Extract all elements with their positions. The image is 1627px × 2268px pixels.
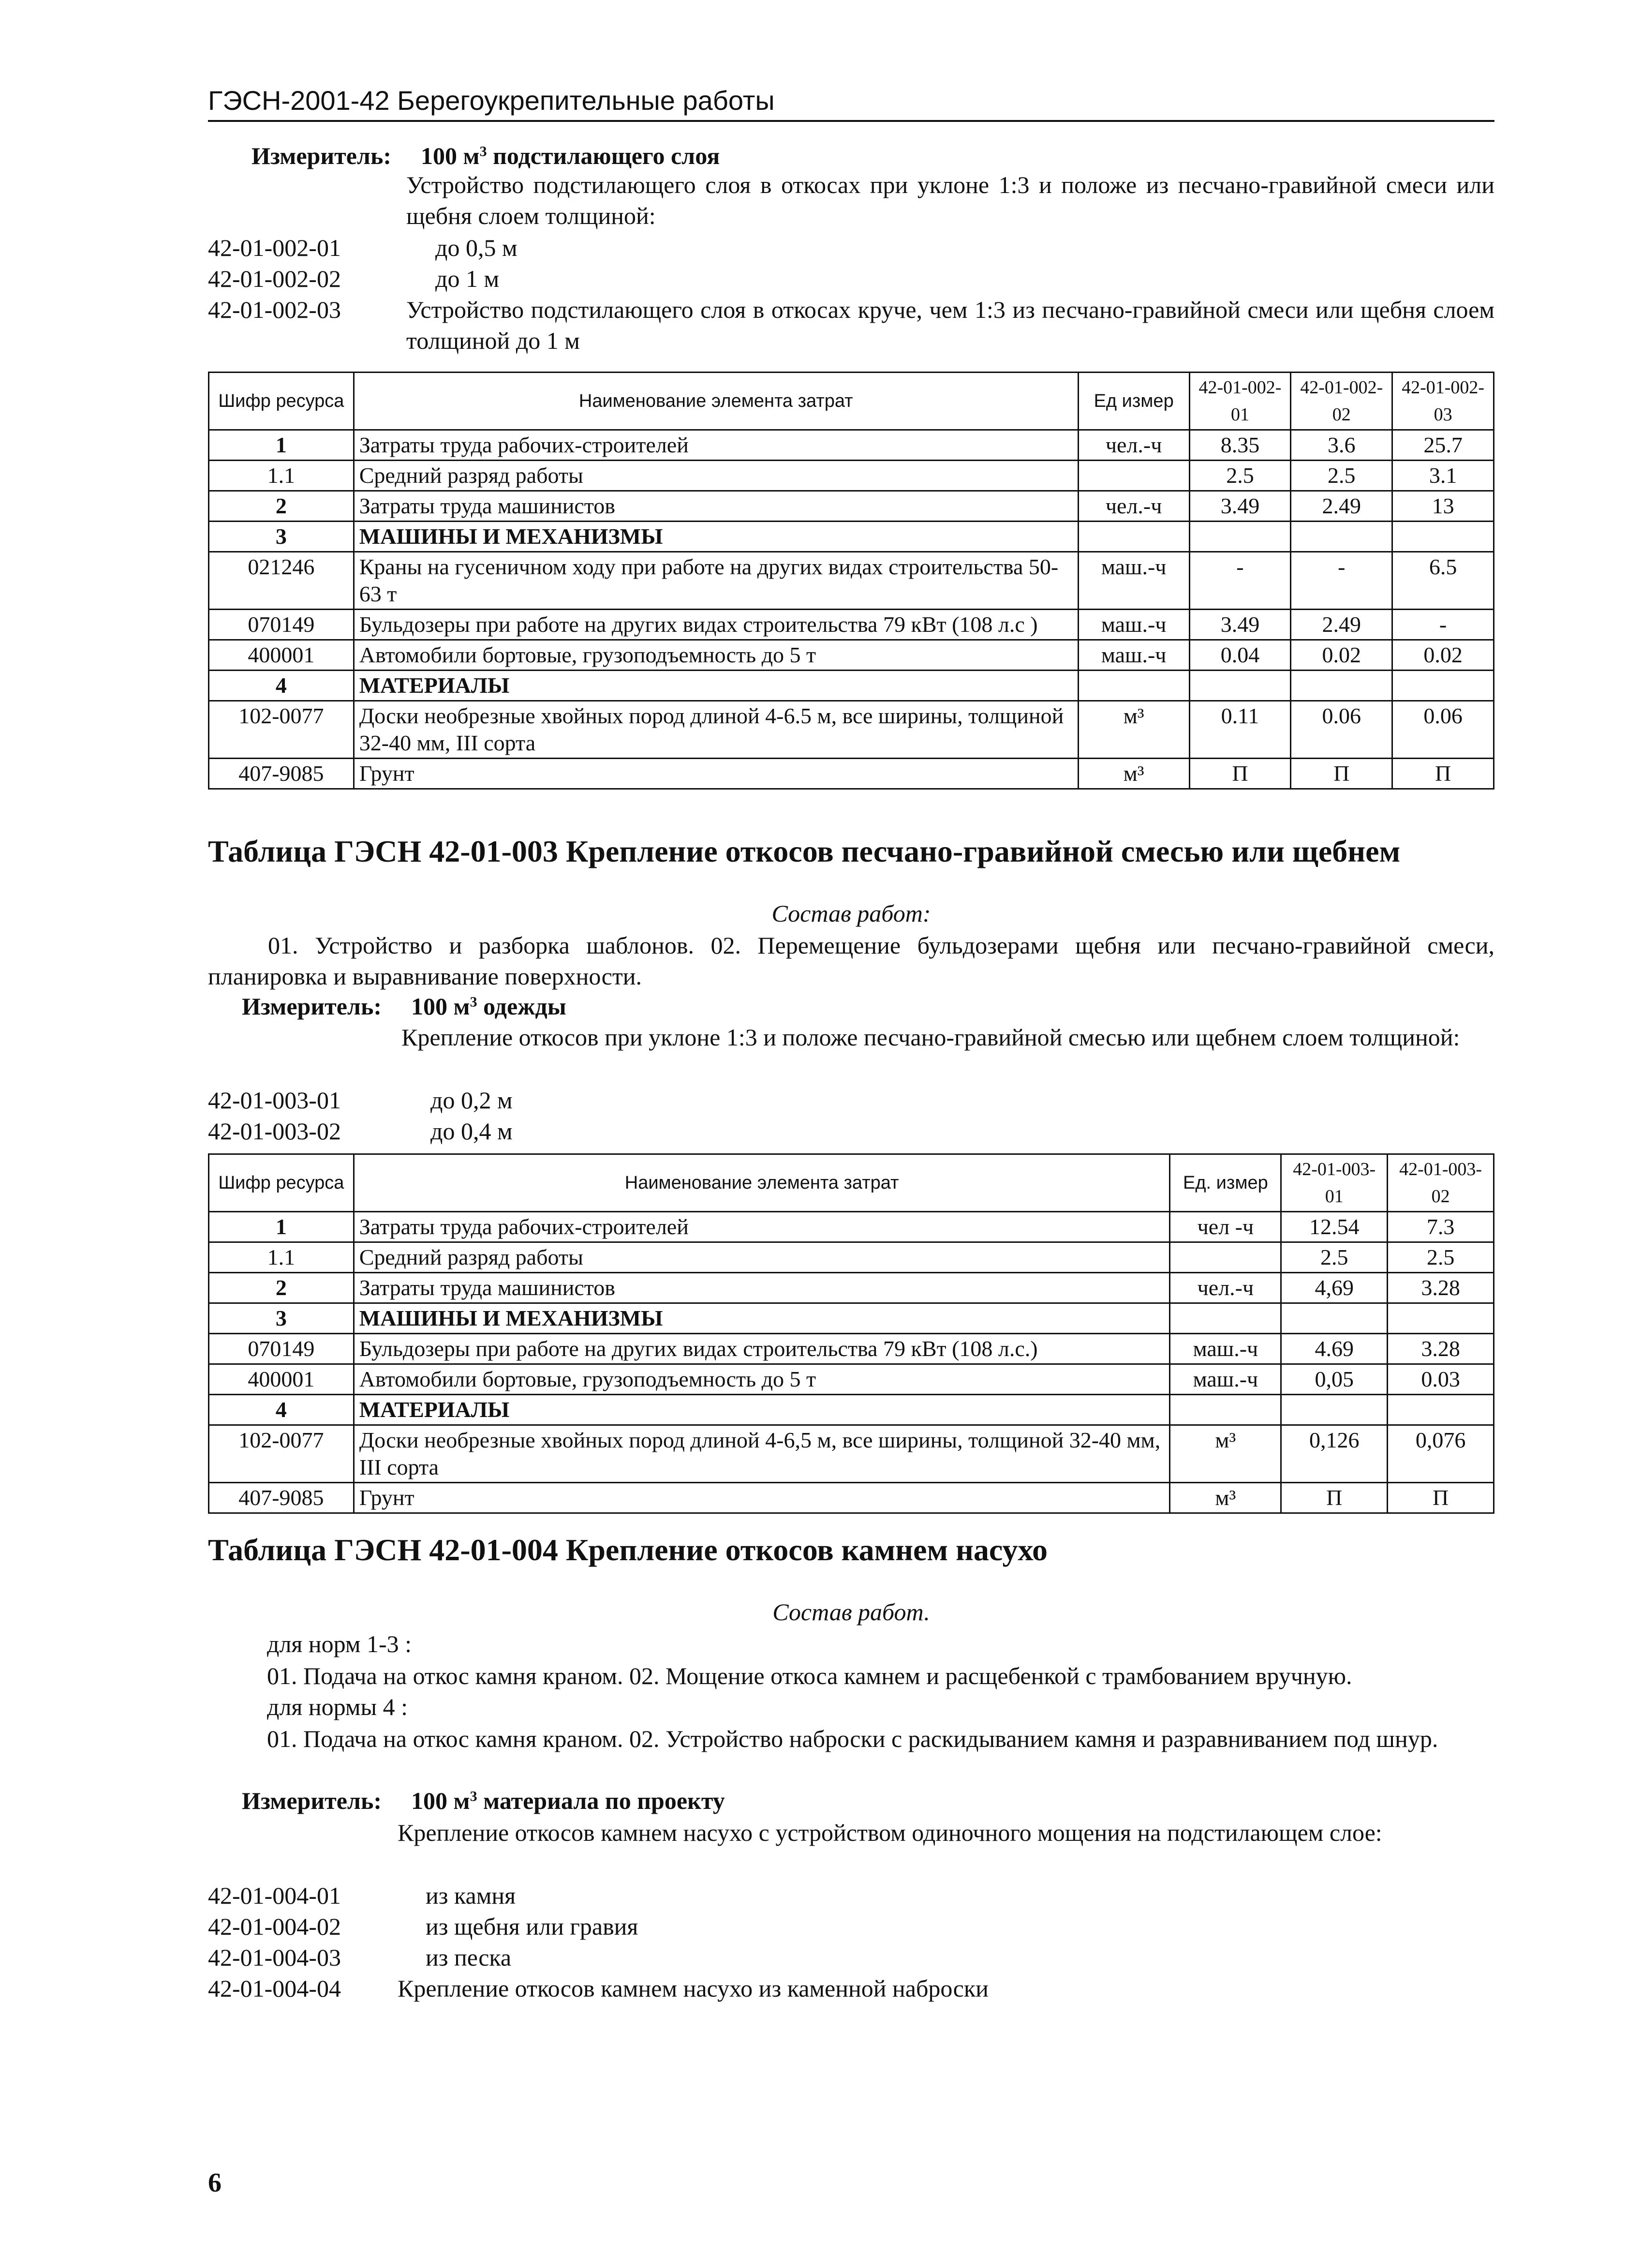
work-composition-text: 01. Подача на откос камня краном. 02. Мощение откоса камнем и расщебенкой с трамбованием вручную. [267,1662,1352,1689]
norm-text: из камня [426,1882,516,1909]
resource-unit: м³ [1078,759,1189,789]
resource-name: Затраты труда машинистов [354,1273,1170,1303]
value-cell: 0,076 [1388,1425,1494,1483]
value-cell: 3.6 [1291,430,1392,461]
value-cell: 12.54 [1281,1212,1388,1242]
resource-name: Доски необрезные хвойных пород длиной 4-6,5 м, все ширины, толщиной 32-40 мм, III сорта [354,1425,1170,1483]
resource-name: Затраты труда рабочих-строителей [354,1212,1170,1242]
norm-code: 42-01-004-03 [208,1944,341,1971]
resource-unit [1170,1395,1281,1425]
resource-name: Бульдозеры при работе на других видах строительства 79 кВт (108 л.с ) [354,610,1078,640]
resource-code: 4 [209,671,354,701]
value-cell: 2.5 [1189,461,1291,491]
norm-text: до 1 м [435,265,500,292]
norm-code: 42-01-004-02 [208,1913,341,1940]
measure-line-2 [242,991,566,1022]
measure-sup: 3 [470,994,477,1010]
table-row [209,610,1494,640]
section-title: Таблица ГЭСН 42-01-003 Крепление откосов песчано-гравийной смесью или щебнем [208,834,1401,868]
value-cell: П [1392,759,1494,789]
table-section-row [209,522,1494,552]
measure-rest: подстилающего слоя [487,142,720,169]
value-cell [1392,671,1494,701]
norm-code: 42-01-004-04 [208,1975,341,2002]
resource-name: Средний разряд работы [354,1242,1170,1273]
resource-name: Бульдозеры при работе на других видах строительства 79 кВт (108 л.с.) [354,1334,1170,1364]
value-cell: 2.49 [1291,610,1392,640]
table-row [209,759,1494,789]
norm-code: 42-01-002-02 [208,265,341,292]
norm-code: 42-01-003-02 [208,1118,341,1145]
col-header: 42-01-003-01 [1281,1154,1388,1212]
resource-name: Затраты труда машинистов [354,491,1078,522]
resource-code: 1.1 [209,1242,354,1273]
measure-line-1 [251,140,720,171]
table-row [209,1273,1494,1303]
running-header: ГЭСН-2001-42 Берегоукрепительные работы [208,81,1494,122]
norm-text: Устройство подстилающего слоя в откосах круче, чем 1:3 из песчано-гравийной смеси или щебня слоем толщиной до 1 м [406,296,1494,354]
resource-code: 070149 [209,1334,354,1364]
measure-label: Измеритель: [242,1787,382,1814]
resource-code: 407-9085 [209,1483,354,1513]
norm-text: Крепление откосов камнем насухо из каменной наброски [398,1975,989,2002]
norm-text: до 0,4 м [430,1118,513,1145]
resource-unit: м³ [1078,701,1189,759]
table-row [209,640,1494,671]
resource-name: Затраты труда рабочих-строителей [354,430,1078,461]
resource-name: Автомобили бортовые, грузоподъемность до 5 т [354,1364,1170,1395]
table-section-row [209,1395,1494,1425]
table-row [209,1483,1494,1513]
value-cell: - [1291,552,1392,610]
resource-code: 021246 [209,552,354,610]
value-cell: 8.35 [1189,430,1291,461]
resource-code: 070149 [209,610,354,640]
resource-unit: чел.-ч [1078,430,1189,461]
resource-code: 1 [209,1212,354,1242]
measure-rest: одежды [477,993,566,1020]
section-heading: МАТЕРИАЛЫ [354,1395,1170,1425]
table-row [209,1334,1494,1364]
value-cell: 3.28 [1388,1334,1494,1364]
col-header: 42-01-002-02 [1291,373,1392,430]
resource-unit: чел.-ч [1170,1273,1281,1303]
measure-rest: материала по проекту [477,1787,725,1814]
value-cell: 7.3 [1388,1212,1494,1242]
value-cell: 0.06 [1392,701,1494,759]
resource-unit: м³ [1170,1483,1281,1513]
resource-code: 400001 [209,640,354,671]
page-number: 6 [208,2168,222,2198]
value-cell: 3.49 [1189,491,1291,522]
section-heading: МАШИНЫ И МЕХАНИЗМЫ [354,522,1078,552]
measure-value: 100 м [411,1787,470,1814]
col-header: Шифр ресурса [209,373,354,430]
col-header: Наименование элемента затрат [354,1154,1170,1212]
table-row [209,430,1494,461]
value-cell: 2.5 [1291,461,1392,491]
norm-text: из щебня или гравия [426,1913,638,1940]
measure-label: Измеритель: [242,993,382,1020]
for-norms-label: для нормы 4 : [267,1693,408,1720]
value-cell: - [1189,552,1291,610]
resource-unit: маш.-ч [1078,552,1189,610]
resource-name: Доски необрезные хвойных пород длиной 4-6.5 м, все ширины, толщиной 32-40 мм, III сорта [354,701,1078,759]
resource-code: 102-0077 [209,1425,354,1483]
value-cell [1281,1395,1388,1425]
value-cell: 0.02 [1392,640,1494,671]
value-cell: 0,05 [1281,1364,1388,1395]
value-cell: 0.04 [1189,640,1291,671]
resource-table-2 [208,1153,1494,1514]
table-header-row [209,373,1494,430]
value-cell: 6.5 [1392,552,1494,610]
resource-name: Автомобили бортовые, грузоподъемность до 5 т [354,640,1078,671]
table-row [209,1425,1494,1483]
value-cell [1189,671,1291,701]
measure-sup: 3 [470,1788,477,1805]
for-norms-label: для норм 1-3 : [267,1630,412,1657]
norm-code: 42-01-002-01 [208,234,341,261]
resource-code: 407-9085 [209,759,354,789]
value-cell: 2.49 [1291,491,1392,522]
col-header: Ед измер [1078,373,1189,430]
section-title: Таблица ГЭСН 42-01-004 Крепление откосов камнем насухо [208,1533,1048,1567]
col-header: 42-01-002-03 [1392,373,1494,430]
work-composition-text: 01. Подача на откос камня краном. 02. Устройство наброски с раскидыванием камня и разравниванием под шнур. [267,1725,1438,1752]
resource-unit: маш.-ч [1170,1364,1281,1395]
resource-code: 400001 [209,1364,354,1395]
value-cell: П [1189,759,1291,789]
resource-code: 1 [209,430,354,461]
resource-code: 3 [209,522,354,552]
value-cell: 3.1 [1392,461,1494,491]
resource-name: Грунт [354,759,1078,789]
resource-code: 2 [209,491,354,522]
value-cell [1189,522,1291,552]
value-cell [1291,671,1392,701]
value-cell: 4.69 [1281,1334,1388,1364]
resource-unit: маш.-ч [1078,640,1189,671]
table-section-row [209,671,1494,701]
resource-unit [1170,1242,1281,1273]
table-row [209,491,1494,522]
value-cell: - [1392,610,1494,640]
col-header: Наименование элемента затрат [354,373,1078,430]
work-composition-label: Состав работ: [771,900,931,927]
col-header: 42-01-003-02 [1388,1154,1494,1212]
norm-text: до 0,5 м [435,234,518,261]
norm-text: до 0,2 м [430,1087,513,1114]
value-cell: П [1291,759,1392,789]
value-cell: 3.28 [1388,1273,1494,1303]
resource-code: 4 [209,1395,354,1425]
section-heading: МАШИНЫ И МЕХАНИЗМЫ [354,1303,1170,1334]
col-header: Ед. измер [1170,1154,1281,1212]
resource-unit: м³ [1170,1425,1281,1483]
table-row [209,461,1494,491]
norm-code: 42-01-004-01 [208,1882,341,1909]
col-header: Шифр ресурса [209,1154,354,1212]
resource-code: 2 [209,1273,354,1303]
resource-code: 102-0077 [209,701,354,759]
table-row [209,701,1494,759]
section2-intro: Крепление откосов при уклоне 1:3 и положе песчано-гравийной смесью или щебнем слоем толщиной: [401,1024,1460,1051]
resource-name: Краны на гусеничном ходу при работе на других видах строительства 50-63 т [354,552,1078,610]
table-section-row [209,1303,1494,1334]
section-heading: МАТЕРИАЛЫ [354,671,1078,701]
resource-unit [1078,522,1189,552]
value-cell: 0,126 [1281,1425,1388,1483]
resource-unit: чел -ч [1170,1212,1281,1242]
table-row [209,1242,1494,1273]
value-cell: 2.5 [1388,1242,1494,1273]
value-cell: П [1281,1483,1388,1513]
resource-unit [1078,461,1189,491]
value-cell: 0.11 [1189,701,1291,759]
resource-unit [1078,671,1189,701]
measure-value: 100 м [421,142,480,169]
resource-unit: маш.-ч [1170,1334,1281,1364]
resource-unit: чел.-ч [1078,491,1189,522]
block1-intro: Устройство подстилающего слоя в откосах при уклоне 1:3 и положе из песчано-гравийной смеси или щебня слоем толщиной: [406,171,1494,229]
resource-unit [1170,1303,1281,1334]
section3-intro: Крепление откосов камнем насухо с устройством одиночного мощения на подстилающем слое: [398,1819,1382,1846]
table-header-row [209,1154,1494,1212]
work-composition-label: Состав работ. [772,1598,930,1626]
value-cell: 13 [1392,491,1494,522]
table-row [209,552,1494,610]
value-cell: 2.5 [1281,1242,1388,1273]
value-cell [1281,1303,1388,1334]
table-row [209,1212,1494,1242]
resource-name: Средний разряд работы [354,461,1078,491]
value-cell [1388,1303,1494,1334]
resource-name: Грунт [354,1483,1170,1513]
norm-code: 42-01-002-03 [208,296,341,323]
measure-label: Измеритель: [251,142,392,169]
norm-text: из песка [426,1944,512,1971]
value-cell [1392,522,1494,552]
work-composition-text: 01. Устройство и разборка шаблонов. 02. Перемещение бульдозерами щебня или песчано-гравийной смеси, планировка и выравнивание поверхности. [208,932,1494,990]
value-cell: 3.49 [1189,610,1291,640]
value-cell: 25.7 [1392,430,1494,461]
resource-code: 3 [209,1303,354,1334]
col-header: 42-01-002-01 [1189,373,1291,430]
value-cell: 0.06 [1291,701,1392,759]
value-cell: П [1388,1483,1494,1513]
resource-table-1 [208,372,1494,790]
measure-sup: 3 [479,143,487,160]
resource-code: 1.1 [209,461,354,491]
value-cell [1291,522,1392,552]
value-cell [1388,1395,1494,1425]
measure-value: 100 м [411,993,470,1020]
norm-code: 42-01-003-01 [208,1087,341,1114]
value-cell: 0.02 [1291,640,1392,671]
resource-unit: маш.-ч [1078,610,1189,640]
measure-line-3 [242,1785,725,1816]
value-cell: 4,69 [1281,1273,1388,1303]
table-row [209,1364,1494,1395]
value-cell: 0.03 [1388,1364,1494,1395]
